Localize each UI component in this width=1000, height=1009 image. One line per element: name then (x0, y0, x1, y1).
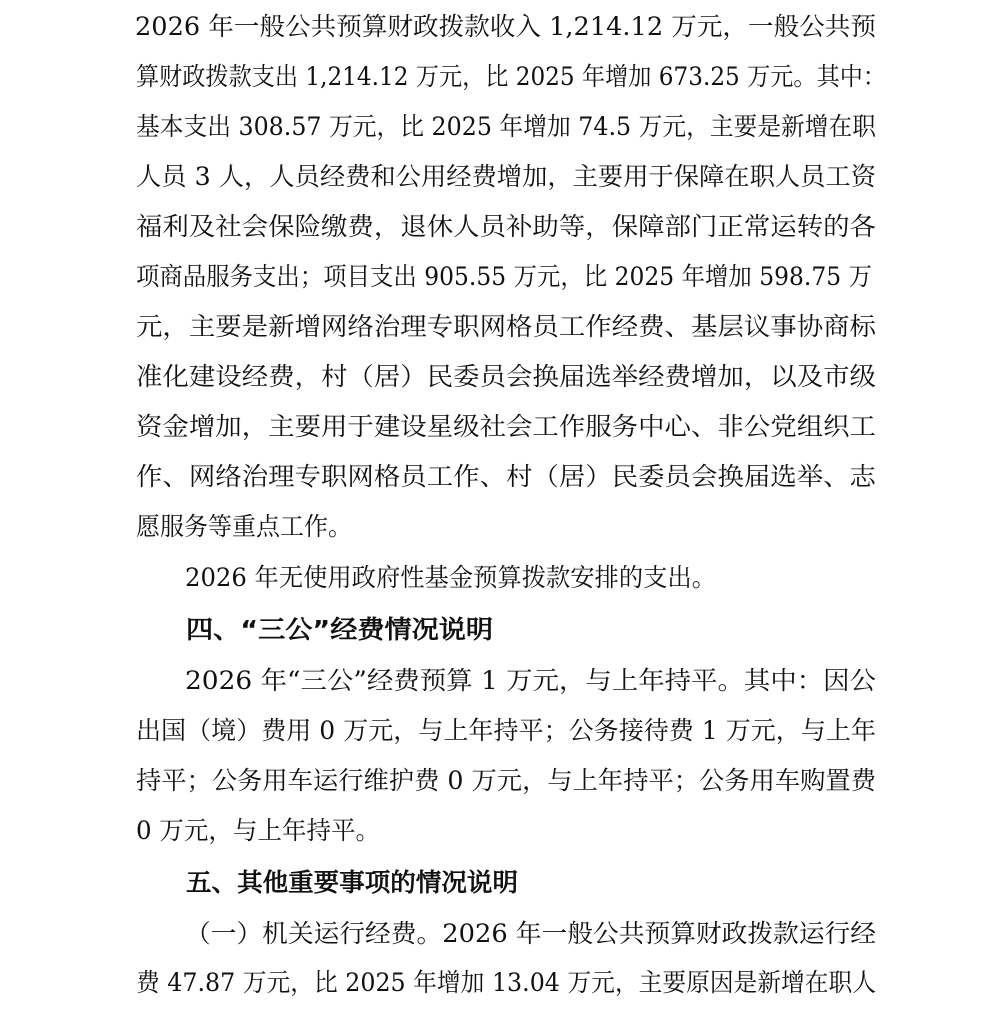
body-line (0, 52, 1000, 102)
body-line (0, 302, 1000, 352)
body-line (0, 252, 1000, 302)
line-text: 资金增加，主要用于建设星级社会工作服务中心、非公党组织工 (136, 412, 876, 441)
body-line (0, 202, 1000, 252)
section-heading (0, 605, 1000, 655)
line-text: 算财政拨款支出 1,214.12 万元，比 2025 年增加 673.25 万元。其中： (136, 62, 886, 91)
line-text: 作、网络治理专职网格员工作、村（居）民委员会换届选举、志 (136, 462, 876, 491)
body-line (0, 102, 1000, 152)
line-text: 元，主要是新增网络治理专职网格员工作经费、基层议事协商标 (136, 312, 876, 341)
body-line (0, 806, 1000, 856)
body-line (0, 402, 1000, 452)
line-text: 出国（境）费用 0 万元，与上年持平；公务接待费 1 万元，与上年 (136, 716, 876, 745)
body-line (0, 2, 1000, 52)
line-text: 2026 年无使用政府性基金预算拨款安排的支出。 (185, 563, 716, 592)
body-line (0, 706, 1000, 756)
body-line (0, 452, 1000, 502)
line-text: 持平；公务用车运行维护费 0 万元，与上年持平；公务用车购置费 (136, 766, 877, 795)
line-text: 基本支出 308.57 万元，比 2025 年增加 74.5 万元，主要是新增在职 (136, 112, 876, 141)
line-text: 2026 年“三公”经费预算 1 万元，与上年持平。其中：因公 (185, 666, 876, 695)
section-heading (0, 858, 1000, 908)
body-line (0, 958, 1000, 1008)
body-line (0, 152, 1000, 202)
body-line (0, 909, 1000, 959)
line-text: 福利及社会保险缴费，退休人员补助等，保障部门正常运转的各 (136, 212, 876, 241)
line-text: 准化建设经费，村（居）民委员会换届选举经费增加，以及市级 (136, 362, 876, 391)
line-text: 愿服务等重点工作。 (136, 512, 352, 541)
body-line (0, 553, 1000, 603)
line-text: 2026 年一般公共预算财政拨款收入 1,214.12 万元，一般公共预 (135, 12, 877, 41)
heading-text: 五、其他重要事项的情况说明 (186, 868, 518, 897)
line-text: 费 47.87 万元，比 2025 年增加 13.04 万元，主要原因是新增在职人 (136, 968, 876, 997)
line-text: 人员 3 人，人员经费和公用经费增加，主要用于保障在职人员工资 (136, 162, 877, 191)
line-text: 项商品服务支出；项目支出 905.55 万元，比 2025 年增加 598.75 万 (136, 262, 872, 291)
body-line (0, 352, 1000, 402)
body-line (0, 756, 1000, 806)
heading-text: 四、“三公”经费情况说明 (186, 615, 493, 644)
line-text: 0 万元，与上年持平。 (136, 816, 380, 845)
body-line (0, 502, 1000, 552)
line-text: （一）机关运行经费。2026 年一般公共预算财政拨款运行经 (185, 919, 876, 948)
body-line (0, 656, 1000, 706)
